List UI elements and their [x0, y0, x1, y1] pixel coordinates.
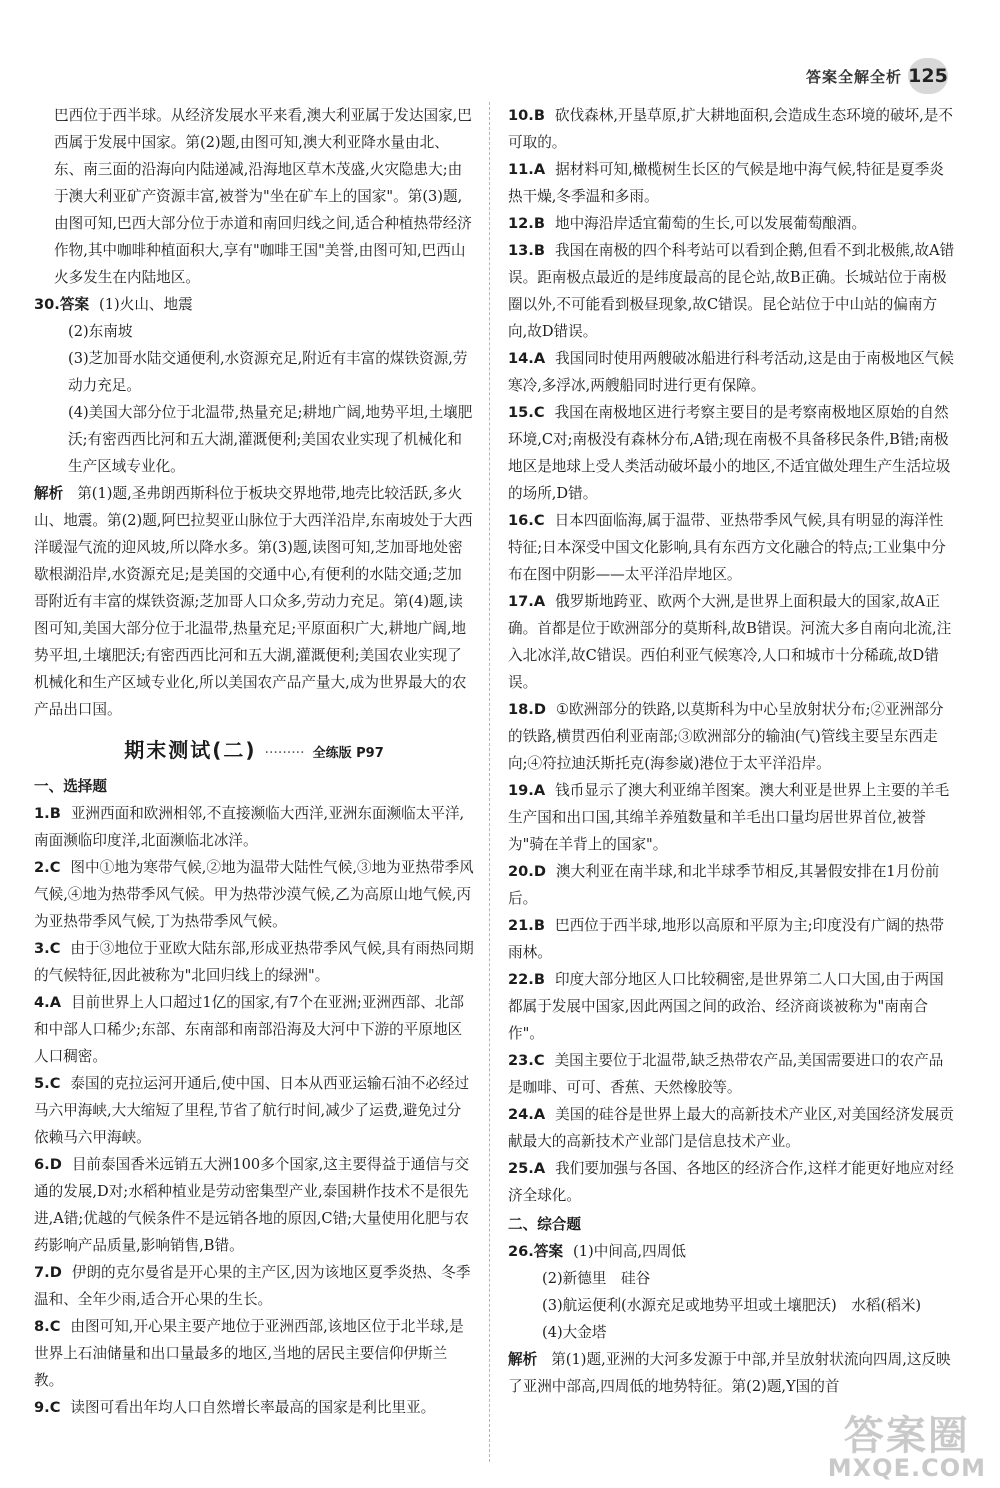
q30-answer-2: (2)东南坡 — [68, 323, 133, 340]
left-column — [34, 102, 474, 1421]
q26-analysis — [508, 1346, 956, 1400]
answer-item — [508, 237, 956, 345]
item-text: 我国在南极的四个科考站可以看到企鹅,但看不到北极熊,故A错误。距南极点最近的是纬度最高的昆仑站,故B正确。长城站位于南极圈以外,不可能看到极昼现象,故C错误。昆仑站位于中山站的偏南方向,故D错误。 — [508, 242, 955, 340]
item-number: 20.D — [508, 863, 546, 880]
answer-item — [34, 800, 474, 854]
answer-item — [508, 1155, 956, 1209]
item-text: 巴西位于西半球,地形以高原和平原为主;印度没有广阔的热带雨林。 — [508, 917, 944, 961]
item-number: 16.C — [508, 512, 545, 529]
item-number: 8.C — [34, 1318, 61, 1335]
item-text: 美国主要位于北温带,缺乏热带农产品,美国需要进口的农产品是咖啡、可可、香蕉、天然橡胶等。 — [508, 1052, 944, 1096]
item-text: 美国的硅谷是世界上最大的高新技术产业区,对美国经济发展贡献最大的高新技术产业部门是信息技术产业。 — [508, 1106, 954, 1150]
test-title-dots: ········· — [264, 745, 305, 761]
answer-item — [508, 912, 956, 966]
answer-item — [508, 399, 956, 507]
item-number: 12.B — [508, 215, 545, 232]
item-number: 13.B — [508, 242, 545, 259]
item-number: 9.C — [34, 1399, 61, 1416]
q30-analysis — [34, 480, 474, 723]
item-number: 15.C — [508, 404, 545, 421]
item-number: 6.D — [34, 1156, 62, 1173]
item-number: 10.B — [508, 107, 545, 124]
item-text: 泰国的克拉运河开通后,使中国、日本从西亚运输石油不必经过马六甲海峡,大大缩短了里程,节省了航行时间,减少了运费,避免过分依赖马六甲海峡。 — [34, 1075, 470, 1146]
answer-item — [508, 156, 956, 210]
item-text: 伊朗的克尔曼省是开心果的主产区,因为该地区夏季炎热、冬季温和、全年少雨,适合开心果的生长。 — [34, 1264, 471, 1308]
item-text: 钱币显示了澳大利亚绵羊图案。澳大利亚是世界上主要的羊毛生产国和出口国,其绵羊养殖数量和羊毛出口量均居世界首位,被誉为"骑在羊背上的国家"。 — [508, 782, 950, 853]
item-number: 21.B — [508, 917, 545, 934]
item-text: 图中①地为寒带气候,②地为温带大陆性气候,③地为亚热带季风气候,④地为热带季风气候。甲为热带沙漠气候,乙为高原山地气候,丙为亚热带季风气候,丁为热带季风气候。 — [34, 859, 474, 930]
answer-item — [508, 345, 956, 399]
item-text: 我国在南极地区进行考察主要目的是考察南极地区原始的自然环境,C对;南极没有森林分布,A错;现在南极不具备移民条件,B错;南极地区是地球上受人类活动破坏最小的地区,不适宜做处理生产生活垃圾的场所,D错。 — [508, 404, 951, 502]
item-text: 读图可看出年均人口自然增长率最高的国家是利比里亚。 — [70, 1399, 436, 1416]
test-title — [34, 737, 474, 767]
item-text: 我们要加强与各国、各地区的经济合作,这样才能更好地应对经济全球化。 — [508, 1160, 954, 1204]
answer-item — [34, 1313, 474, 1394]
item-text: 由图可知,开心果主要产地位于亚洲西部,该地区位于北半球,是世界上石油储量和出口量最多的地区,当地的居民主要信仰伊斯兰教。 — [34, 1318, 464, 1389]
site-watermark — [827, 1413, 986, 1482]
item-number: 19.A — [508, 782, 546, 799]
item-number: 2.C — [34, 859, 61, 876]
answer-item — [34, 1151, 474, 1259]
q26-analysis-text: 第(1)题,亚洲的大河多发源于中部,并呈放射状流向四周,这反映了亚洲中部高,四周低的地势特征。第(2)题,Y国的首 — [508, 1351, 951, 1395]
item-text: 目前泰国香米远销五大洲100多个国家,这主要得益于通信与交通的发展,D对;水稻种植业是劳动密集型产业,泰国耕作技术不是很先进,A错;优越的气候条件不是远销各地的原因,C错;大量使用化肥与农药影响产品质量,影响销售,B错。 — [34, 1156, 470, 1254]
item-text: 目前世界上人口超过1亿的国家,有7个在亚洲;亚洲西部、北部和中部人口稀少;东部、东南部和南部沿海及大河中下游的平原地区人口稠密。 — [34, 994, 464, 1065]
test-page-ref: 全练版 P97 — [312, 746, 384, 761]
item-number: 1.B — [34, 805, 61, 822]
item-text: 日本四面临海,属于温带、亚热带季风气候,具有明显的海洋性特征;日本深受中国文化影响,具有东西方文化融合的特点;工业集中分布在图中阴影——太平洋沿岸地区。 — [508, 512, 946, 583]
answer-item — [508, 1101, 956, 1155]
item-text: 澳大利亚在南半球,和北半球季节相反,其暑假安排在1月份前后。 — [508, 863, 940, 907]
answer-item — [34, 1394, 474, 1421]
item-number: 5.C — [34, 1075, 61, 1092]
item-text: 砍伐森林,开垦草原,扩大耕地面积,会造成生态环境的破坏,是不可取的。 — [508, 107, 953, 151]
q26-answer-1 — [508, 1238, 956, 1265]
item-number: 23.C — [508, 1052, 545, 1069]
item-text: 由于③地位于亚欧大陆东部,形成亚热带季风气候,具有雨热同期的气候特征,因此被称为"北回归线上的绿洲"。 — [34, 940, 474, 984]
item-number: 17.A — [508, 593, 546, 610]
watermark-cn: 答案圈 — [843, 1413, 970, 1459]
item-number: 22.B — [508, 971, 545, 988]
item-number: 4.A — [34, 994, 61, 1011]
answer-item — [508, 1047, 956, 1101]
item-text: 亚洲西面和欧洲相邻,不直接濒临大西洋,亚洲东面濒临太平洋,南面濒临印度洋,北面濒临北冰洋。 — [34, 805, 465, 849]
page-header — [806, 58, 948, 94]
item-text: 俄罗斯地跨亚、欧两个大洲,是世界上面积最大的国家,故A正确。首都是位于欧洲部分的莫斯科,故B错误。河流大多自南向北流,注入北冰洋,故C错误。西伯利亚气候寒冷,人口和城市十分稀疏,故D错误。 — [508, 593, 952, 691]
answer-item — [508, 696, 956, 777]
q26-answer-4: (4)大金塔 — [542, 1324, 607, 1341]
q30-a1-text: (1)火山、地震 — [99, 296, 193, 313]
item-text: 据材料可知,橄榄树生长区的气候是地中海气候,特征是夏季炎热干燥,冬季温和多雨。 — [508, 161, 944, 205]
answer-item — [34, 989, 474, 1070]
q26-answer-2: (2)新德里 硅谷 — [542, 1270, 651, 1287]
answer-item — [508, 588, 956, 696]
q30-answer-4: (4)美国大部分位于北温带,热量充足;耕地广阔,地势平坦,土壤肥沃;有密西西比河和五大湖,灌溉便利;美国农业实现了机械化和生产区域专业化。 — [68, 404, 473, 475]
answer-item — [508, 507, 956, 588]
item-number: 14.A — [508, 350, 546, 367]
right-column — [508, 102, 956, 1400]
q26-number: 26.答案 — [508, 1243, 564, 1260]
q26-answer-3: (3)航运便利(水源充足或地势平坦或土壤肥沃) 水稻(稻米) — [542, 1297, 922, 1314]
page-number: 125 — [908, 58, 948, 94]
q30-answer-3: (3)芝加哥水陆交通便利,水资源充足,附近有丰富的煤铁资源,劳动力充足。 — [68, 350, 468, 394]
answer-item — [508, 966, 956, 1047]
answer-item — [34, 935, 474, 989]
analysis-label: 解析 — [508, 1351, 538, 1368]
item-number: 11.A — [508, 161, 546, 178]
analysis-label: 解析 — [34, 485, 64, 502]
item-text: 地中海沿岸适宜葡萄的生长,可以发展葡萄酿酒。 — [554, 215, 867, 232]
q30-number: 30.答案 — [34, 296, 90, 313]
answer-item — [34, 1070, 474, 1151]
column-divider — [489, 102, 490, 1462]
item-number: 18.D — [508, 701, 546, 718]
test-title-text: 期末测试(二) — [124, 738, 257, 762]
q30-answer-1 — [34, 291, 474, 318]
item-number: 25.A — [508, 1160, 546, 1177]
item-text: 我国同时使用两艘破冰船进行科考活动,这是由于南极地区气候寒冷,多浮冰,两艘船同时进行更有保障。 — [508, 350, 954, 394]
answer-item — [508, 102, 956, 156]
item-number: 3.C — [34, 940, 61, 957]
item-text: 印度大部分地区人口比较稠密,是世界第二人口大国,由于两国都属于发展中国家,因此两国之间的政治、经济商谈被称为"南南合作"。 — [508, 971, 944, 1042]
header-title: 答案全解全析 — [805, 67, 902, 86]
section-heading-choice: 一、选择题 — [34, 778, 107, 795]
intro-paragraph: 巴西位于西半球。从经济发展水平来看,澳大利亚属于发达国家,巴西属于发展中国家。第(2)题,由图可知,澳大利亚降水量由北、东、南三面的沿海向内陆递减,沿海地区草木茂盛,火灾隐患大;由于澳大利亚矿产资源丰富,被誉为"坐在矿车上的国家"。第(3)题,由图可知,巴西大部分位于赤道和南回归线之间,适合种植热带经济作物,其中咖啡种植面积大,享有"咖啡王国"美誉,由图可知,巴西山火多发生在内陆地区。 — [54, 107, 472, 286]
watermark-en: MXQE.COM — [827, 1454, 986, 1482]
q30-analysis-text: 第(1)题,圣弗朗西斯科位于板块交界地带,地壳比较活跃,多火山、地震。第(2)题,阿巴拉契亚山脉位于大西洋沿岸,东南坡处于大西洋暖湿气流的迎风坡,所以降水多。第(3)题,读图可知,芝加哥地处密歇根湖沿岸,水资源充足;是美国的交通中心,有便利的水陆交通;芝加哥附近有丰富的煤铁资源;芝加哥人口众多,劳动力充足。第(4)题,读图可知,美国大部分位于北温带,热量充足;平原面积广大,耕地广阔,地势平坦,土壤肥沃;有密西西比河和五大湖,灌溉便利;美国农业实现了机械化和生产区域专业化,所以美国农产品产量大,成为世界最大的农产品出口国。 — [34, 485, 473, 718]
answer-item — [34, 854, 474, 935]
section-heading-comprehensive: 二、综合题 — [508, 1216, 581, 1233]
item-number: 7.D — [34, 1264, 62, 1281]
answer-item — [508, 210, 956, 237]
q26-a1-text: (1)中间高,四周低 — [573, 1243, 686, 1260]
answer-item — [34, 1259, 474, 1313]
answer-item — [508, 777, 956, 858]
item-text: ①欧洲部分的铁路,以莫斯科为中心呈放射状分布;②亚洲部分的铁路,横贯西伯利亚南部;③欧洲部分的输油(气)管线主要呈东西走向;④符拉迪沃斯托克(海参崴)港位于太平洋沿岸。 — [508, 701, 944, 772]
answer-item — [508, 858, 956, 912]
item-number: 24.A — [508, 1106, 546, 1123]
